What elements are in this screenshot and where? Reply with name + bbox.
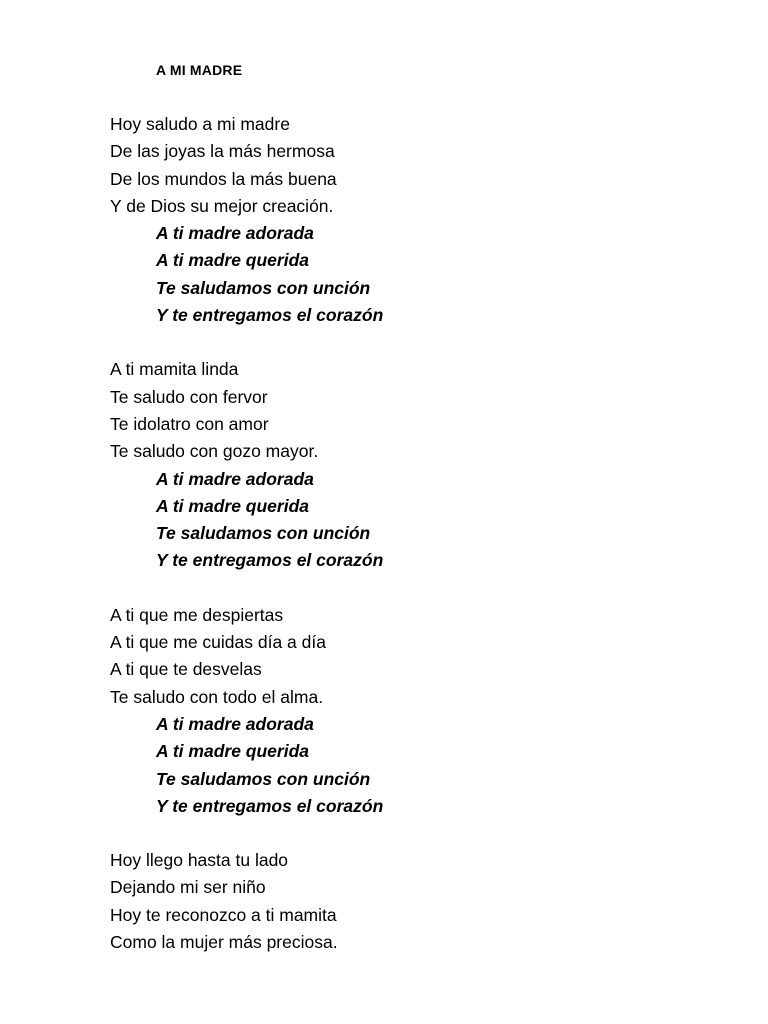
stanza (110, 602, 710, 820)
stanza (110, 356, 710, 574)
chorus-line: A ti madre adorada (156, 713, 314, 734)
stanza (110, 111, 710, 329)
verse-line: Hoy saludo a mi madre (110, 114, 290, 134)
verse-line: A ti que te desvelas (110, 659, 262, 680)
verse-line: Y de Dios su mejor creación. (110, 195, 334, 216)
verse-line: Te saludo con gozo mayor. (110, 441, 319, 462)
verse-line: Te saludo con todo el alma. (110, 686, 324, 707)
verse-line: A ti que me despiertas (110, 604, 284, 625)
chorus-line: Te saludamos con unción (156, 523, 371, 544)
chorus-line: A ti madre querida (156, 250, 309, 271)
verse-line: Te saludo con fervor (110, 386, 268, 407)
chorus-line: A ti madre querida (156, 495, 309, 516)
verse-line: De los mundos la más buena (110, 168, 337, 189)
verse-line: Como la mujer más preciosa. (110, 932, 338, 953)
verse-line: Te idolatro con amor (110, 413, 269, 434)
verse-line: Hoy te reconozco a ti mamita (110, 904, 337, 925)
chorus-line: Y te entregamos el corazón (156, 795, 384, 816)
chorus-line: A ti madre adorada (156, 468, 314, 489)
stanza (110, 847, 710, 956)
chorus-line: Te saludamos con unción (156, 768, 371, 789)
chorus-line: Y te entregamos el corazón (156, 305, 384, 326)
document-title: A MI MADRE (156, 62, 243, 78)
chorus-line: A ti madre querida (156, 741, 309, 762)
verse-line: De las joyas la más hermosa (110, 141, 335, 162)
verse-line: Hoy llego hasta tu lado (110, 850, 289, 871)
verse-line: A ti que me cuidas día a día (110, 632, 326, 653)
poem-body (110, 111, 710, 983)
chorus-line: A ti madre adorada (156, 223, 314, 244)
chorus-line: Te saludamos con unción (156, 277, 371, 298)
chorus-line: Y te entregamos el corazón (156, 550, 384, 571)
verse-line: A ti mamita linda (110, 359, 239, 380)
verse-line: Dejando mi ser niño (110, 877, 266, 898)
